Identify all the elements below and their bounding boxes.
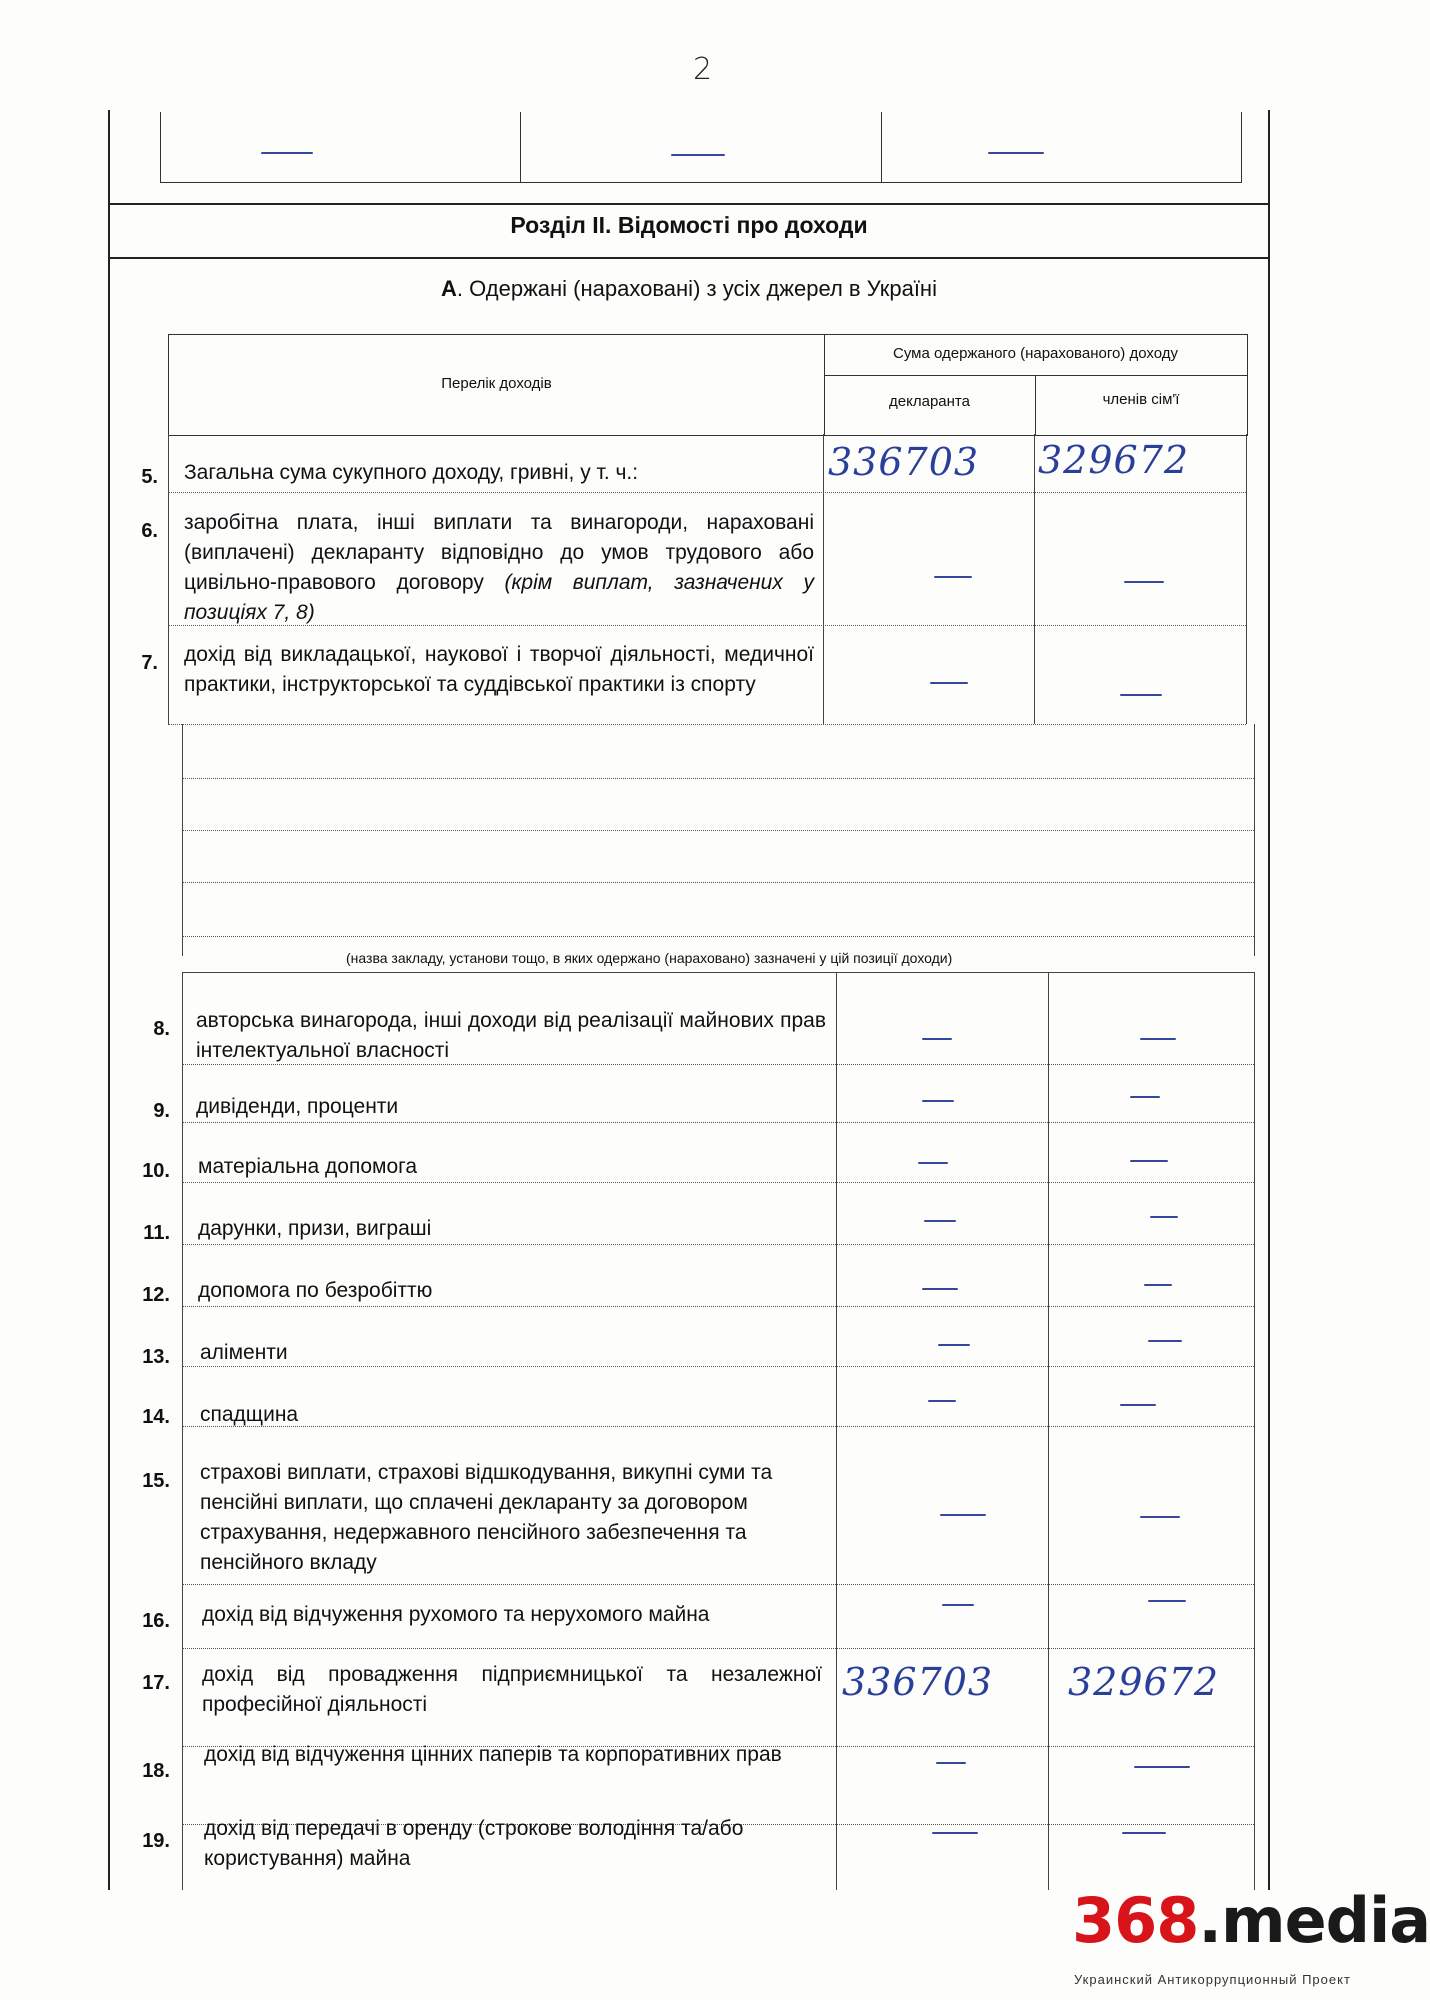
row-number: 9. [153,1100,170,1122]
family-dash [1124,581,1164,583]
family-dash [1130,1160,1168,1162]
declarant-dash [934,576,972,578]
family-dash [1150,1216,1178,1218]
row-label: Загальна сума сукупного доходу, гривні, у т. ч.: [184,461,639,484]
top-table-cell [161,112,521,182]
top-table-cell [882,112,1241,182]
table-border [1246,434,1247,724]
row-divider [168,492,1246,493]
declarant-dash [940,1514,986,1516]
row-number: 19. [142,1830,170,1852]
table-border [168,434,169,724]
header-income-list: Перелік доходів [441,375,552,392]
row-label: дохід від провадження підприємницької та незалежної професійної діяльності [202,1663,822,1716]
row-divider [182,1182,1254,1183]
previous-section-table [160,112,1242,183]
frame-right-border [1268,110,1270,1890]
row-label [184,508,814,628]
row-divider [182,1122,1254,1123]
row-number: 13. [142,1346,170,1368]
table-border [182,972,183,1890]
row-label-main: заробітна плата, інші виплати та винагороди, нараховані (виплачені) декларанту відповідно до умов трудового або цивільно-правового договору [184,511,814,594]
declarant-dash [938,1344,970,1346]
logo-number: 368 [1072,1884,1199,1957]
row-number: 14. [142,1406,170,1428]
family-dash [1148,1600,1186,1602]
logo-tagline: Украинский Антикоррупционный Проект [1074,1972,1351,1987]
declarant-dash [930,682,968,684]
row-label: допомога по безробіттю [198,1279,433,1302]
frame-left-border [108,110,110,1890]
institution-box-border [182,724,183,956]
table-border [182,972,1254,973]
row-number: 10. [142,1160,170,1182]
row-label: дохід від відчуження цінних паперів та корпоративних прав [204,1743,782,1766]
subsection-text: . Одержані (нараховані) з усіх джерел в Україні [456,276,937,301]
row-divider [182,1244,1254,1245]
media-logo [1072,1884,1430,1957]
declarant-amount: 336703 [828,440,980,484]
family-amount: 329672 [1038,438,1190,482]
header-family-members: членів сім'ї [1102,391,1180,408]
family-dash [1140,1038,1176,1040]
row-label: дарунки, призи, виграші [198,1217,432,1240]
row-number: 11. [143,1222,170,1244]
table-border [836,972,837,1890]
row-label: аліменти [200,1341,288,1364]
row-label: авторська винагорода, інші доходи від реалізації майнових прав інтелектуальної власності [196,1009,826,1062]
family-amount: 329672 [1068,1660,1220,1704]
subsection-title [110,276,1268,302]
family-dash [1134,1766,1190,1768]
institution-line [182,882,1254,883]
declarant-dash [928,1400,956,1402]
row-divider [182,1648,1254,1649]
row-number: 15. [142,1470,170,1492]
institution-line [182,830,1254,831]
table-border [1048,972,1049,1890]
family-dash [1130,1096,1160,1098]
family-dash [1140,1516,1180,1518]
handwritten-dash [988,152,1044,154]
row-label: дохід від викладацької, наукової і творчої діяльності, медичної практики, інструкторської та суддівської практики із спорту [184,643,814,696]
handwritten-dash [671,154,725,156]
subsection-letter: А [441,276,457,301]
row-number: 17. [142,1672,170,1694]
row-label: спадщина [200,1403,299,1426]
logo-domain: .media [1198,1884,1430,1957]
row-number: 5. [141,466,158,488]
family-dash [1120,694,1162,696]
row-number: 8. [153,1018,170,1040]
declarant-dash [922,1100,954,1102]
family-dash [1120,1404,1156,1406]
top-table-cell [521,112,881,182]
row-number: 7. [141,652,158,674]
declarant-amount: 336703 [842,1660,994,1704]
family-dash [1148,1340,1182,1342]
institution-caption: (назва закладу, установи тощо, в яких одержано (нараховано) зазначені у цій позиції доходи) [346,950,953,966]
declarant-dash [932,1832,978,1834]
row-label: дивіденди, проценти [196,1095,399,1118]
row-label: дохід від відчуження рухомого та нерухомого майна [202,1603,710,1626]
declarant-dash [936,1762,966,1764]
row-divider [182,1306,1254,1307]
family-dash [1144,1284,1172,1286]
section-title: Розділ ІІ. Відомості про доходи [510,212,868,238]
institution-line [182,936,1254,937]
table-border [1254,972,1255,1890]
declarant-dash [922,1038,952,1040]
row-number: 16. [142,1610,170,1632]
row-label-note: (крім виплат, зазначених у позиціях 7, 8) [184,571,815,624]
institution-line [182,778,1254,779]
row-label: матеріальна допомога [198,1155,418,1178]
table-border [1034,434,1035,724]
row-number: 18. [142,1760,170,1782]
row-divider [168,724,1246,725]
declarant-dash [924,1220,956,1222]
table-border [823,434,824,724]
header-declarant: декларанта [889,393,970,410]
declarant-dash [922,1288,958,1290]
row-divider [182,1584,1254,1585]
page-number: 2 [692,52,713,87]
institution-box-border [1254,724,1255,956]
family-dash [1122,1832,1166,1834]
declarant-dash [942,1604,974,1606]
handwritten-dash [261,152,313,154]
header-income-sum: Сума одержаного (нарахованого) доходу [892,345,1178,362]
row-label: страхові виплати, страхові відшкодування, викупні суми та пенсійні виплати, що сплачені декларанту за договором страхування, недержавного пенсійного забезпечення та пенсійного вкладу [200,1461,773,1574]
income-table-header [168,334,1248,436]
row-label: дохід від передачі в оренду (строкове володіння та/або користування) майна [204,1817,744,1870]
row-number: 6. [141,520,158,542]
row-number: 12. [142,1284,170,1306]
declarant-dash [918,1162,948,1164]
